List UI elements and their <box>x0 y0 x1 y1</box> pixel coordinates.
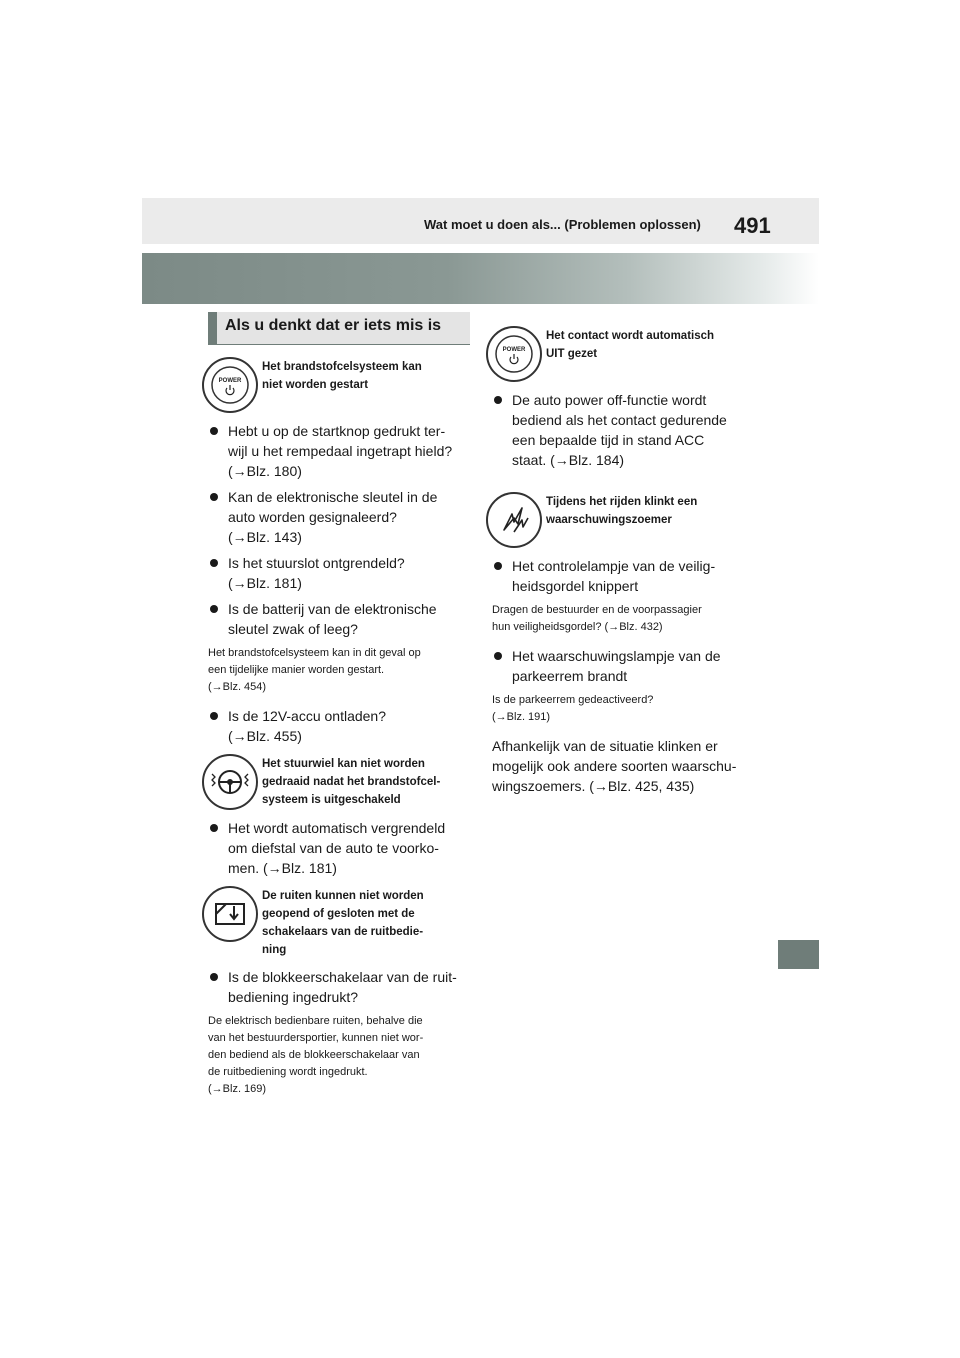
list-item: Is de blokkeerschakelaar van de ruit- bediening ingedrukt? <box>208 967 470 1007</box>
section-heading: Als u denkt dat er iets mis is <box>208 312 470 345</box>
symptom-windows <box>202 884 470 959</box>
note-text: Het brandstofcelsysteem kan in dit geval op een tijdelijke manier worden gestart. (→Blz. 454) <box>208 647 421 693</box>
right-column <box>492 318 754 796</box>
list-item: Het wordt automatisch vergrendeld om diefstal van de auto te voorko- men. (→Blz. 181) <box>208 818 470 878</box>
list-item: Is het stuurslot ontgrendeld? (→Blz. 181) <box>208 553 470 593</box>
symptom-title: De ruiten kunnen niet worden geopend of gesloten met de schakelaars van de ruitbedie- ning <box>262 890 424 956</box>
note-text: Dragen de bestuurder en de voorpassagier hun veiligheidsgordel? (→Blz. 432) <box>492 604 702 633</box>
list-item: Het waarschuwingslampje van de parkeerrem brandt <box>492 646 754 686</box>
symptom-title: Het brandstofcelsysteem kan niet worden gestart <box>262 361 422 391</box>
symptom-title: Tijdens het rijden klinkt een waarschuwingszoemer <box>546 496 698 526</box>
list-item: De auto power off-functie wordt bediend als het contact gedurende een bepaalde tijd in stand ACC staat. (→Blz. 184) <box>492 390 754 470</box>
symptom-title: Het stuurwiel kan niet worden gedraaid nadat het brandstofcel- systeem is uitgeschakeld <box>262 758 441 806</box>
svg-text:POWER: POWER <box>218 378 242 384</box>
left-column <box>208 312 470 1108</box>
chapter-banner <box>142 253 819 304</box>
page-number: 491 <box>734 213 771 238</box>
symptom-steering-locked <box>202 752 470 810</box>
note-text: De elektrisch bedienbare ruiten, behalve die van het bestuurdersportier, kunnen niet wor- den bediend als de blokkeerschakelaar van de ruitbediening wordt ingedrukt. (→Blz. 169) <box>208 1015 424 1095</box>
power-button-icon <box>202 357 258 413</box>
list-item: Hebt u op de startknop gedrukt ter- wijl u het rempedaal ingetrapt hield? (→Blz. 180) <box>208 421 470 481</box>
symptom-warning-buzzer <box>486 490 754 548</box>
svg-text:POWER: POWER <box>502 347 526 353</box>
symptom-engine-not-start <box>202 355 470 413</box>
window-switch-icon <box>202 886 258 942</box>
buzzer-icon <box>486 492 542 548</box>
chapter-side-tab <box>778 940 819 969</box>
list-item: Kan de elektronische sleutel in de auto worden gesignaleerd? (→Blz. 143) <box>208 487 470 547</box>
page-header-title: Wat moet u doen als... (Problemen oplossen) <box>424 217 701 232</box>
list-item: Is de batterij van de elektronische sleutel zwak of leeg? <box>208 599 470 639</box>
symptom-auto-power-off <box>486 324 754 382</box>
note-text: Is de parkeerrem gedeactiveerd? (→Blz. 191) <box>492 694 654 723</box>
body-paragraph: Afhankelijk van de situatie klinken er mogelijk ook andere soorten waarschu- wingszoemers. (→Blz. 425, 435) <box>492 738 737 794</box>
steering-wheel-icon <box>202 754 258 810</box>
list-item: Het controlelampje van de veilig- heidsgordel knippert <box>492 556 754 596</box>
symptom-title: Het contact wordt automatisch UIT gezet <box>546 330 715 360</box>
list-item: Is de 12V-accu ontladen? (→Blz. 455) <box>208 706 470 746</box>
power-button-icon <box>486 326 542 382</box>
